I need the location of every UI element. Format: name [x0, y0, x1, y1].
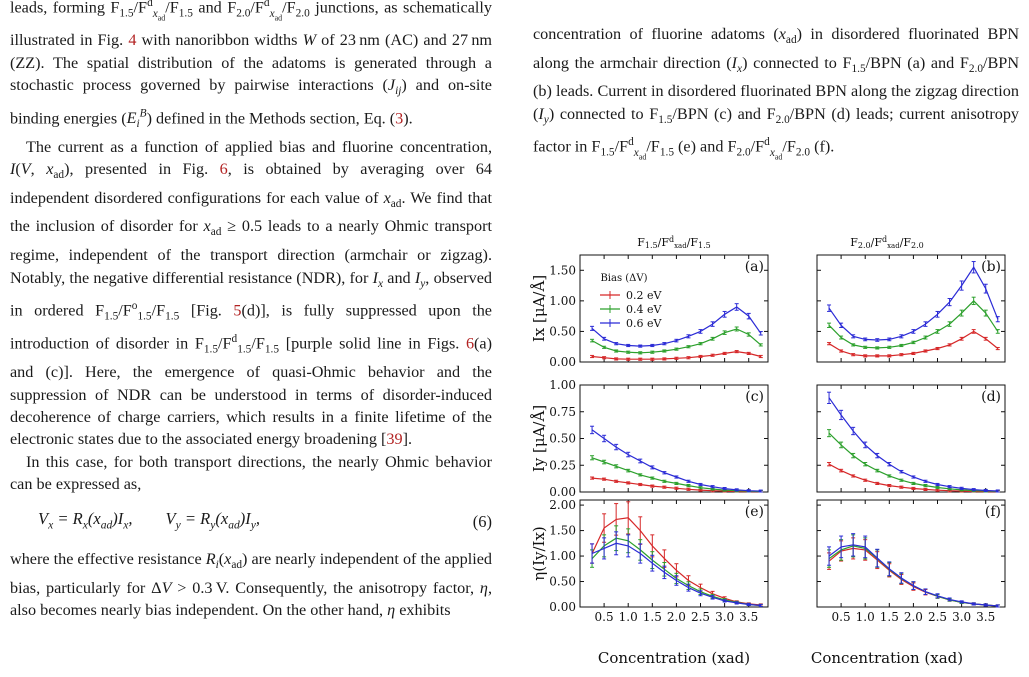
ytick-label: 0.50: [549, 324, 576, 339]
panel-label: (e): [744, 504, 764, 520]
legend-title: Bias (ΔV): [600, 273, 648, 284]
xlabel-left: Concentration (xad): [597, 649, 751, 667]
panel-frame-e: [580, 500, 768, 607]
panel-c: [530, 378, 768, 499]
legend-entry: 0.2 eV: [626, 289, 662, 302]
ytick-label: 1.00: [549, 549, 576, 564]
xtick-label: 2.5: [690, 610, 711, 624]
equation-number: (6): [472, 511, 492, 531]
xtick-label: 1.5: [642, 610, 662, 624]
ylabel: η(Iy/Ix): [530, 526, 548, 581]
xtick-label: 0.5: [831, 610, 851, 624]
paragraph-3: In this case, for both transport directions, the nearly Ohmic behavior can be expressed as,: [10, 452, 492, 494]
xtick-label: 2.0: [666, 610, 686, 624]
legend: [600, 273, 663, 330]
legend-entry: 0.4 eV: [626, 303, 662, 316]
panel-e: [530, 498, 768, 624]
xtick-label: 0.5: [594, 610, 614, 624]
figure-6-plot: [530, 235, 1020, 669]
panel-d: [817, 385, 1005, 492]
xlabel-right: Concentration (xad): [810, 649, 964, 667]
panel-label: (a): [744, 259, 764, 275]
panel-b: [817, 255, 1005, 362]
series-line-2: [829, 545, 998, 606]
paragraph-4: where the effective resistance $R_i(x_{ad})$ are nearly independent of the applied bias, particularly for ΔV > 0.3 V. Consequently, the anisotropy factor, η, also becomes nearly bias independent. On the other hand, η exhibits: [10, 550, 492, 620]
ytick-label: 0.50: [549, 431, 576, 446]
col-title-right: $F2.0/F^d_{xad}/F2.0$: [850, 235, 924, 250]
panel-label: (c): [745, 389, 764, 405]
ytick-label: 0.00: [549, 600, 576, 614]
xtick-label: 3.0: [715, 610, 735, 624]
panel-frame-f: [817, 500, 1005, 607]
xtick-label: 1.0: [855, 610, 875, 624]
ytick-label: 2.00: [549, 498, 576, 513]
ytick-label: 0.50: [549, 574, 576, 589]
series-line-1: [829, 546, 998, 606]
ytick-label: 0.25: [549, 458, 576, 473]
series-line-2: [829, 267, 998, 340]
panel-f: [817, 500, 1005, 624]
ytick-label: 1.00: [549, 293, 576, 308]
ytick-label: 0.00: [549, 355, 576, 369]
ytick-label: 1.50: [549, 263, 576, 278]
panel-label: (d): [981, 389, 1001, 405]
col-title-left: $F1.5/F^d_{xad}/F1.5$: [637, 235, 711, 250]
series-line-0: [592, 518, 761, 605]
series-line-1: [592, 458, 761, 492]
xtick-label: 3.5: [739, 610, 759, 624]
ytick-label: 0.00: [549, 485, 576, 499]
equation-6: $V_x = R_x(x_{ad})I_x$, $V_y = R_y(x_{ad})I_y$, (6): [10, 508, 492, 537]
ytick-label: 0.75: [549, 404, 576, 419]
panel-frame-b: [817, 255, 1005, 362]
figure-caption: concentration of fluorine adatoms $(x_{ad})$ in disordered fluorinated BPN along the armchair direction $(I_x)$ connected to $F_{1.5}$/BPN (a) and $F_{2.0}$/BPN (b) leads. Current in disordered fluorinated BPN along the zigzag direction $(I_y)$ connected to $F_{1.5}$/BPN (c) and $F_{2.0}$/BPN (d) leads; current anisotropy factor in $F_{1.5}/F^d_{x_{ad}}/F_{1.5}$ (e) and $F_{2.0}/F^d_{x_{ad}}/F_{2.0}$ (f).: [533, 25, 1020, 162]
ytick-label: 1.50: [549, 523, 576, 538]
xtick-label: 1.5: [879, 610, 899, 624]
ylabel: Iy [μA/Å]: [530, 404, 548, 473]
xtick-label: 2.5: [927, 610, 948, 624]
xtick-label: 1.0: [618, 610, 638, 624]
xtick-label: 3.0: [952, 610, 972, 624]
panel-label: (f): [984, 504, 1001, 520]
xtick-label: 3.5: [976, 610, 996, 624]
paragraph-2: The current as a function of applied bias and fluorine concentration, I(V, $x_{ad}$), presented in Fig. 6, is obtained by averaging over 64 independent disordered configurations for each value of $x_{ad}$. We find that the inclusion of disorder for $x_{ad} \ge 0.5$ leads to a nearly Ohmic transport regime, independent of the transport direction (armchair or zigzag). Notably, the negative differential resistance (NDR), for $I_x$ and $I_y$, observed in ordered $F_{1.5}/F^o_{1.5}/F_{1.5}$ [Fig. 5(d)], is fully suppressed upon the introduction of disorder in $F_{1.5}/F^d_{1.5}/F_{1.5}$ [purple solid line in Figs. 6(a) and (c)]. Here, the emergence of quasi-Ohmic behavior and the suppression of NDR can be understood in terms of disorder-induced decoherence of charge carriers, which results in a finite lifetime of the electronic states due to the associated energy broadening [39].: [10, 137, 493, 449]
paragraph-1: leads, forming $F_{1.5}/F^d_{x_{ad}}/F_{1.5}$ and $F_{2.0}/F^d_{x_{ad}}/F_{2.0}$ junctions, as schematically illustrated in Fig. 4 with nanoribbon widths W of 23 nm (AC) and 27 nm (ZZ). The spatial distribution of the adatoms is generated through a stochastic process governed by pairwise interactions $(J_{ij})$ and on-site binding energies $(E_i^B)$ defined in the Methods section, Eq. (3).: [10, 0, 493, 131]
ylabel: Ix [μA/Å]: [530, 274, 548, 343]
ytick-label: 1.00: [549, 378, 576, 392]
xtick-label: 2.0: [903, 610, 923, 624]
body-text-column: [10, 0, 492, 622]
panel-label: (b): [981, 259, 1001, 275]
legend-entry: 0.6 eV: [626, 317, 662, 330]
